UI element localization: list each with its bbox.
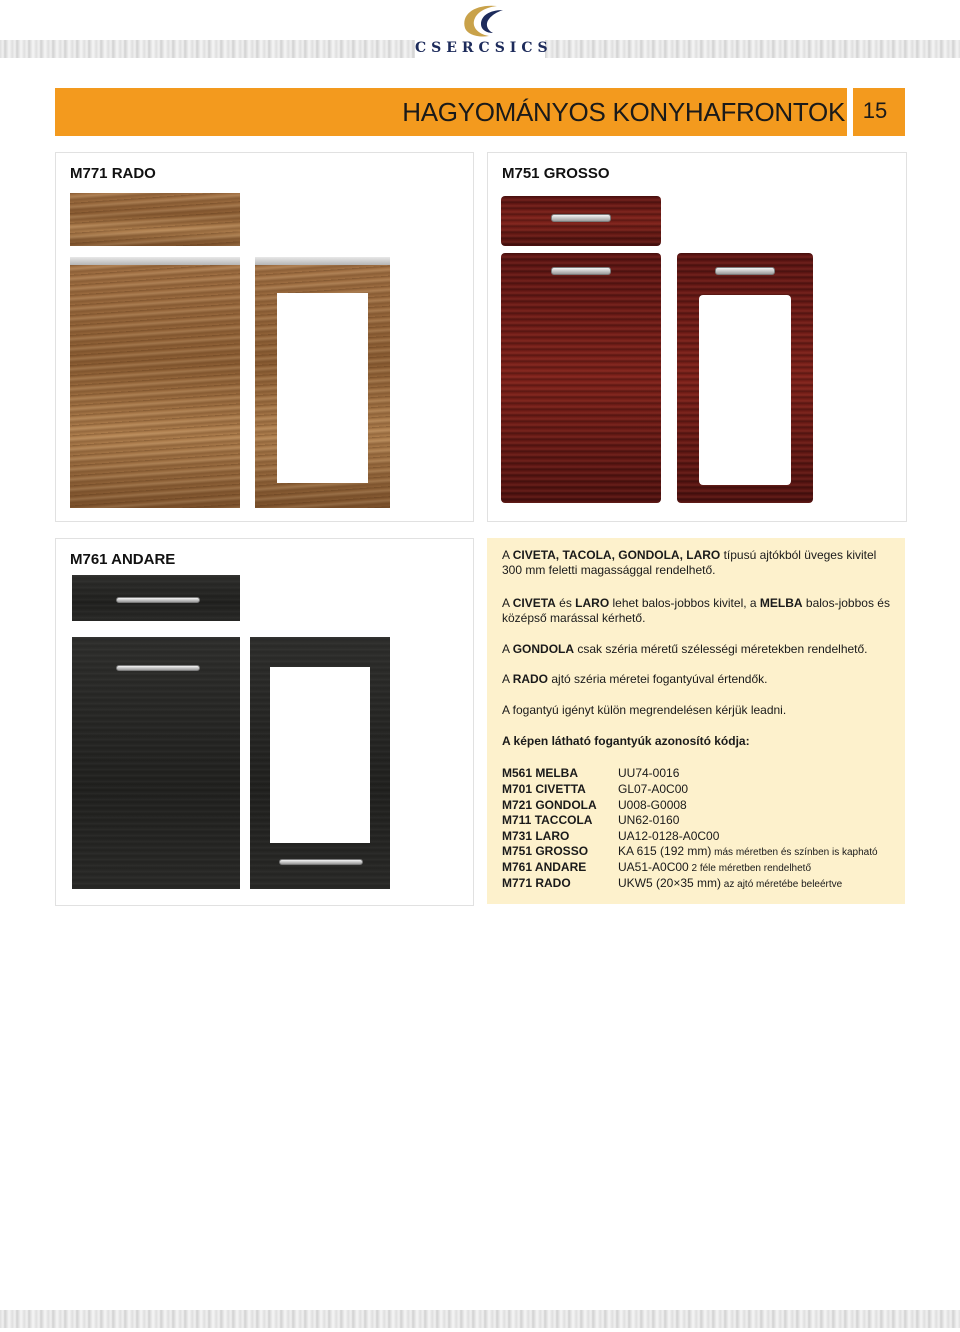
grosso-glass-pane	[699, 295, 791, 485]
brand-logo	[415, 0, 553, 60]
info-paragraph-4: A RADO ajtó széria méretei fogantyúval értendők.	[502, 672, 768, 686]
info-paragraph-1: A CIVETA, TACOLA, GONDOLA, LARO típusú ajtókból üveges kivitel 300 mm feletti magassággal rendelhető.	[502, 548, 877, 577]
grosso-door-glass	[677, 253, 813, 503]
panel-rado	[55, 152, 474, 522]
panel-andare	[55, 538, 474, 906]
info-box: A CIVETA, TACOLA, GONDOLA, LARO típusú ajtókból üveges kivitel 300 mm feletti magassággal rendelhető. A CIVETA és LARO lehet balos-jobbos kivitel, a MELBA balos-jobbos és középső marással kérhető. A GONDOLA csak széria méretű szélességi méretekben rendelhető. A RADO ajtó széria méretei fogantyúval értendők. A fogantyú igényt külön megrendelésen kérjük leadni. A képen látható fogantyúk azonosító kódja: M561 MELBA UU74-0016 M701 CIVETTA GL07-A0C00 M721 GONDOLA U008-G0008 M711 TACCOLA UN62-0160 M731 LARO UA12-0128-A0C00 M751 GROSSO KA 615 (192 mm) más méretben és színben is kapható M761 ANDARE UA51-A0C00 2 féle méretben rendelhető M771 RADO UKW5 (20×35 mm) az ajtó méretébe beleértve	[487, 538, 905, 904]
andare-door-handle	[116, 665, 200, 671]
grosso-door-handle	[551, 267, 611, 275]
decorative-band-bottom	[0, 1310, 960, 1328]
rado-door-solid	[70, 265, 240, 508]
rado-drawer-front	[70, 193, 240, 246]
panel-title-rado: M771 RADO	[70, 165, 156, 182]
andare-drawer-front	[72, 575, 240, 621]
handle-table-heading: A képen látható fogantyúk azonosító kódja:	[502, 734, 750, 748]
page-number: 15	[862, 98, 888, 123]
rado-handle-profile-glass	[255, 257, 390, 265]
andare-glass-pane	[270, 667, 370, 843]
logo-emblem-icon	[437, 2, 523, 42]
info-paragraph-3: A GONDOLA csak széria méretű szélességi méretekben rendelhető.	[502, 642, 868, 656]
grosso-drawer-front	[501, 196, 661, 246]
andare-door-glass	[250, 637, 390, 889]
rado-handle-profile	[70, 257, 240, 265]
info-paragraph-2: A CIVETA és LARO lehet balos-jobbos kivitel, a MELBA balos-jobbos és középső marással kérhető.	[502, 596, 890, 625]
panel-grosso	[487, 152, 907, 522]
rado-door-glass	[255, 265, 390, 508]
page-title: HAGYOMÁNYOS KONYHAFRONTOK	[402, 97, 845, 127]
andare-drawer-handle	[116, 597, 200, 603]
andare-door-solid	[72, 637, 240, 889]
andare-glass-door-handle	[279, 859, 363, 865]
grosso-drawer-handle	[551, 214, 611, 222]
grosso-door-solid	[501, 253, 661, 503]
panel-title-grosso: M751 GROSSO	[502, 165, 610, 182]
grosso-glass-door-handle	[715, 267, 775, 275]
rado-glass-pane	[277, 293, 368, 483]
brand-name: CSERCSICS	[415, 40, 553, 56]
info-paragraph-5: A fogantyú igényt külön megrendelésen kérjük leadni.	[502, 703, 787, 717]
section-header	[55, 88, 905, 136]
header-divider	[847, 88, 853, 136]
panel-title-andare: M761 ANDARE	[70, 551, 176, 568]
